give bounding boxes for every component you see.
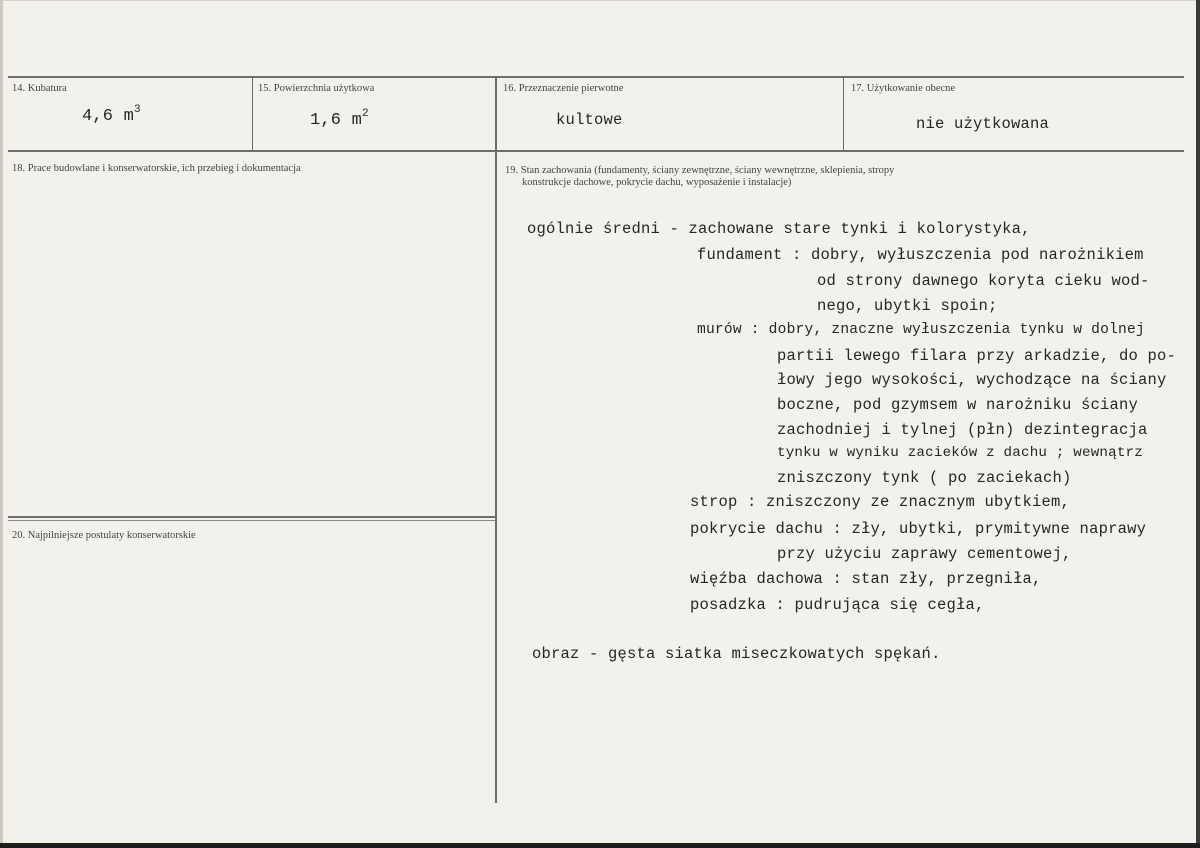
field-15-value xyxy=(310,108,369,130)
field-20-label: 20. Najpilniejsze postulaty konserwatorskie xyxy=(12,530,196,541)
condition-line: zachodniej i tylnej (płn) dezintegracja xyxy=(777,421,1148,439)
powierzchnia-unit-exponent: 2 xyxy=(362,108,369,120)
field-19-label-line2: konstrukcje dachowe, pokrycie dachu, wyposażenie i instalacje) xyxy=(522,177,792,188)
kubatura-value: 4,6 m xyxy=(82,107,135,126)
field-16-label: 16. Przeznaczenie pierwotne xyxy=(503,83,624,94)
field-19-label-line1: 19. Stan zachowania (fundamenty, ściany zewnętrzne, ściany wewnętrzne, sklepienia, stropy xyxy=(505,165,895,176)
scan-edge-left xyxy=(0,0,3,848)
condition-line: pokrycie dachu : zły, ubytki, prymitywne naprawy xyxy=(690,520,1147,538)
field-17-label: 17. Użytkowanie obecne xyxy=(851,83,956,94)
condition-line: ogólnie średni - zachowane stare tynki i kolorystyka, xyxy=(527,220,1031,238)
condition-line: nego, ubytki spoin; xyxy=(817,297,998,315)
condition-line: tynku w wyniku zacieków z dachu ; wewnątrz xyxy=(777,445,1143,461)
field-18-label: 18. Prace budowlane i konserwatorskie, ich przebieg i dokumentacja xyxy=(12,163,301,174)
condition-line: fundament : dobry, wyłuszczenia pod narożnikiem xyxy=(697,246,1144,264)
field-15-label: 15. Powierzchnia użytkowa xyxy=(258,83,375,94)
scan-edge-right xyxy=(1196,0,1200,848)
field-14-label: 14. Kubatura xyxy=(12,83,67,94)
field-14-value xyxy=(82,104,141,126)
condition-line: murów : dobry, znaczne wyłuszczenia tynku w dolnej xyxy=(697,322,1145,338)
condition-line: łowy jego wysokości, wychodzące na ściany xyxy=(777,371,1167,389)
divider-16-17 xyxy=(843,77,844,150)
divider-15-16 xyxy=(495,77,497,803)
powierzchnia-value: 1,6 m xyxy=(310,111,363,130)
condition-line: zniszczony tynk ( po zaciekach) xyxy=(777,469,1072,487)
condition-line: strop : zniszczony ze znacznym ubytkiem, xyxy=(690,493,1071,511)
field-17-value: nie użytkowana xyxy=(916,115,1050,133)
field-16-value: kultowe xyxy=(556,111,623,129)
top-rule xyxy=(8,76,1184,78)
kubatura-unit-exponent: 3 xyxy=(134,104,141,116)
scan-edge-bottom xyxy=(0,843,1200,848)
condition-line: więźba dachowa : stan zły, przegniła, xyxy=(690,570,1042,588)
condition-line: obraz - gęsta siatka miseczkowatych spękań. xyxy=(532,645,941,663)
field20-top-rule-inner xyxy=(8,520,495,521)
divider-14-15 xyxy=(252,77,253,150)
condition-line: boczne, pod gzymsem w narożniku ściany xyxy=(777,396,1139,414)
condition-line: partii lewego filara przy arkadzie, do po- xyxy=(777,347,1177,365)
field20-top-rule xyxy=(8,516,495,518)
row1-bottom-rule xyxy=(8,150,1184,152)
condition-line: przy użyciu zaprawy cementowej, xyxy=(777,545,1072,563)
condition-line: od strony dawnego koryta cieku wod- xyxy=(817,272,1150,290)
condition-line: posadzka : pudrująca się cegła, xyxy=(690,596,985,614)
